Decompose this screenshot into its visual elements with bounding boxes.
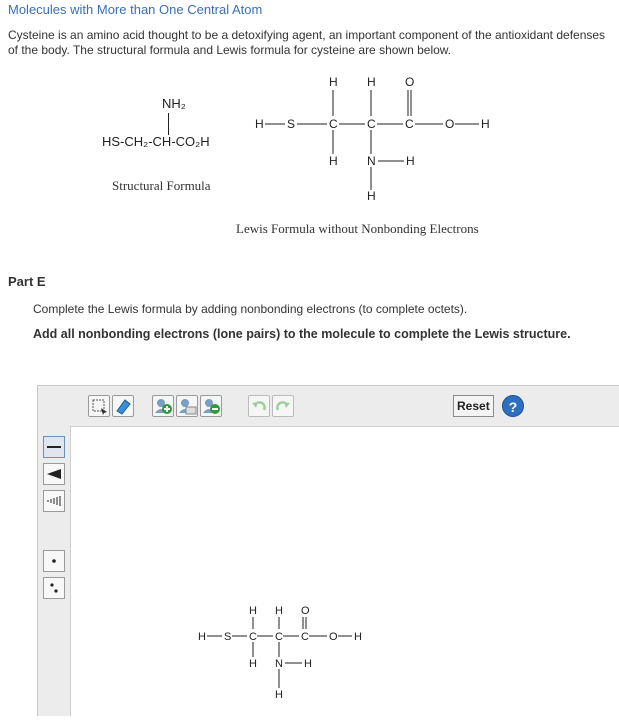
atom-h-top2: H	[367, 75, 376, 89]
svg-text:H: H	[275, 689, 283, 701]
structural-nh2: NH₂	[162, 96, 186, 111]
structural-bond	[168, 113, 169, 135]
lewis-formula-top	[250, 72, 500, 212]
eraser-icon[interactable]	[112, 395, 134, 417]
atom-h: H	[255, 117, 264, 131]
remove-atom-icon[interactable]	[200, 395, 222, 417]
atom-c3: C	[405, 117, 414, 131]
instruction-bold: Add all nonbonding electrons (lone pairs) to the molecule to complete the Lewis structure.	[33, 327, 571, 341]
radical-dot-icon[interactable]	[43, 550, 65, 572]
help-icon[interactable]: ?	[502, 395, 524, 417]
atom-h-top1: H	[329, 75, 338, 89]
instruction: Complete the Lewis formula by adding nonbonding electrons (to complete octets).	[33, 302, 468, 316]
redo-icon[interactable]	[272, 395, 294, 417]
atom-o2: O	[445, 117, 455, 131]
atom-s: S	[287, 117, 296, 131]
atom-h-n: H	[406, 154, 415, 168]
svg-text:C: C	[249, 631, 257, 643]
single-bond-icon[interactable]	[43, 436, 65, 458]
svg-text:H: H	[249, 605, 257, 617]
editor-sidebar	[38, 426, 71, 716]
atom-n: N	[367, 154, 376, 168]
structural-formula: HS-CH₂-CH-CO₂H	[102, 134, 210, 149]
atom-o1: O	[405, 75, 415, 89]
select-icon[interactable]	[88, 395, 110, 417]
editor-toolbar	[38, 386, 619, 427]
atom-h-o: H	[481, 117, 490, 131]
atom-c1: C	[329, 117, 338, 131]
svg-text:O: O	[301, 605, 310, 617]
svg-text:C: C	[301, 631, 309, 643]
atom-h-bot: H	[329, 154, 338, 168]
part-heading: Part E	[8, 274, 46, 289]
svg-text:H: H	[275, 605, 283, 617]
lone-pair-icon[interactable]	[43, 577, 65, 599]
hash-bond-icon[interactable]	[43, 490, 65, 512]
svg-text:N: N	[275, 658, 283, 670]
svg-text:H: H	[354, 631, 362, 643]
svg-text:H: H	[304, 658, 312, 670]
canvas-molecule[interactable]	[198, 600, 408, 710]
structural-label: Structural Formula	[112, 178, 211, 193]
svg-text:S: S	[224, 631, 232, 643]
undo-icon[interactable]	[248, 395, 270, 417]
svg-text:O: O	[329, 631, 338, 643]
reset-button[interactable]: Reset	[453, 395, 494, 417]
intro-text: Cysteine is an amino acid thought to be a detoxifying agent, an important component of the antioxidant defenses of the body. The structural formula and Lewis formula for cysteine are shown below.	[8, 28, 606, 57]
svg-text:C: C	[275, 631, 283, 643]
lewis-editor[interactable]	[37, 385, 619, 716]
svg-text:H: H	[249, 658, 257, 670]
page-title: Molecules with More than One Central Atom	[8, 2, 263, 17]
atom-c2: C	[367, 117, 376, 131]
lewis-label: Lewis Formula without Nonbonding Electrons	[236, 221, 479, 236]
wedge-bond-icon[interactable]	[43, 463, 65, 485]
atom-h-n2: H	[367, 189, 376, 203]
atom-label-icon[interactable]	[176, 395, 198, 417]
svg-text:H: H	[198, 631, 206, 643]
add-atom-icon[interactable]	[152, 395, 174, 417]
